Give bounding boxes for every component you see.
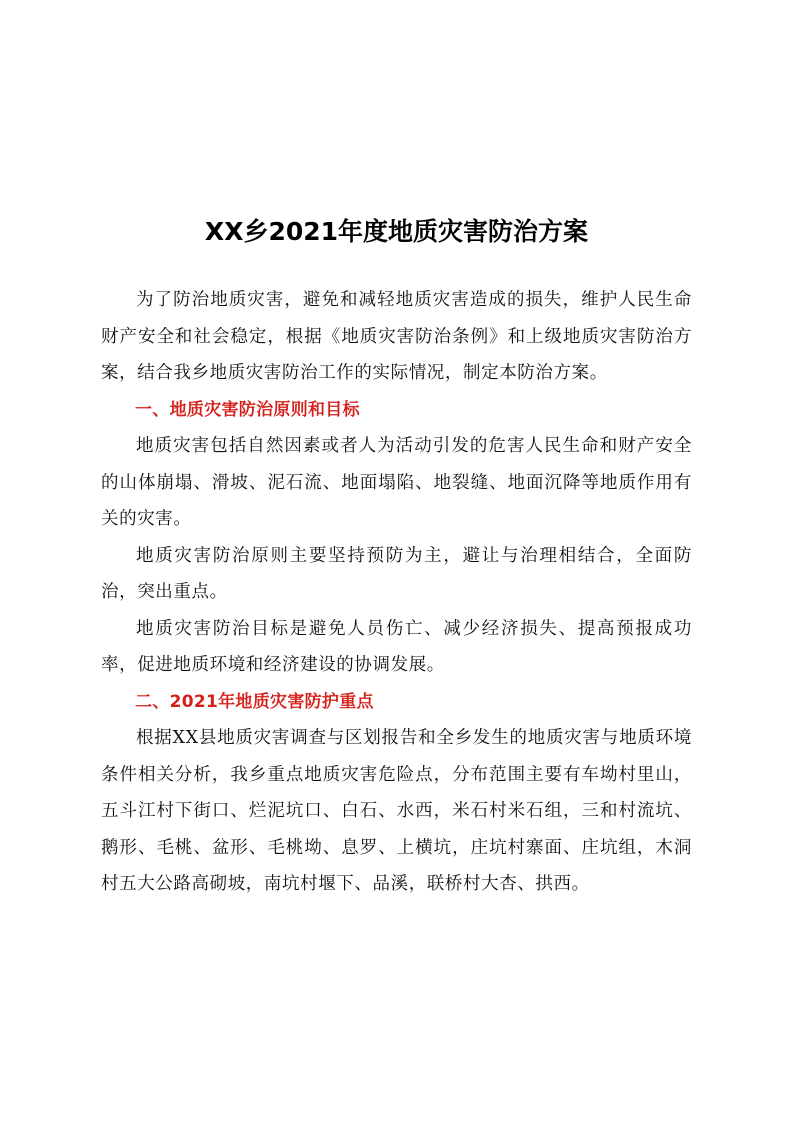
paragraph-goal: 地质灾害防治目标是避免人员伤亡、减少经济损失、提高预报成功率，促进地质环境和经济建设的协调发展。	[101, 618, 692, 675]
document-body	[101, 282, 692, 903]
section-heading-key-points: 二、2021年地质灾害防护重点	[135, 691, 374, 712]
paragraph-definition: 地质灾害包括自然因素或者人为活动引发的危害人民生命和财产安全的山体崩塌、滑坡、泥石流、地面塌陷、地裂缝、地面沉降等地质作用有关的灾害。	[101, 436, 692, 529]
section-heading-principles: 一、地质灾害防治原则和目标	[135, 399, 360, 420]
paragraph-principle: 地质灾害防治原则主要坚持预防为主，避让与治理相结合，全面防治，突出重点。	[101, 545, 692, 602]
paragraph-key-points: 根据XX县地质灾害调查与区划报告和全乡发生的地质灾害与地质环境条件相关分析，我乡重点地质灾害危险点，分布范围主要有车坳村里山，五斗江村下街口、烂泥坑口、白石、水西，米石村米石组，三和村流坑、鹅形、毛桃、盆形、毛桃坳、息罗、上横坑，庄坑村寨面、庄坑组，木洞村五大公路高砌坡，南坑村堰下、品溪，联桥村大杏、拱西。	[101, 728, 692, 894]
document-title: XX乡2021年度地质灾害防治方案	[204, 217, 589, 246]
intro-paragraph: 为了防治地质灾害，避免和减轻地质灾害造成的损失，维护人民生命财产安全和社会稳定，根据《地质灾害防治条例》和上级地质灾害防治方案，结合我乡地质灾害防治工作的实际情况，制定本防治方案。	[101, 290, 692, 383]
